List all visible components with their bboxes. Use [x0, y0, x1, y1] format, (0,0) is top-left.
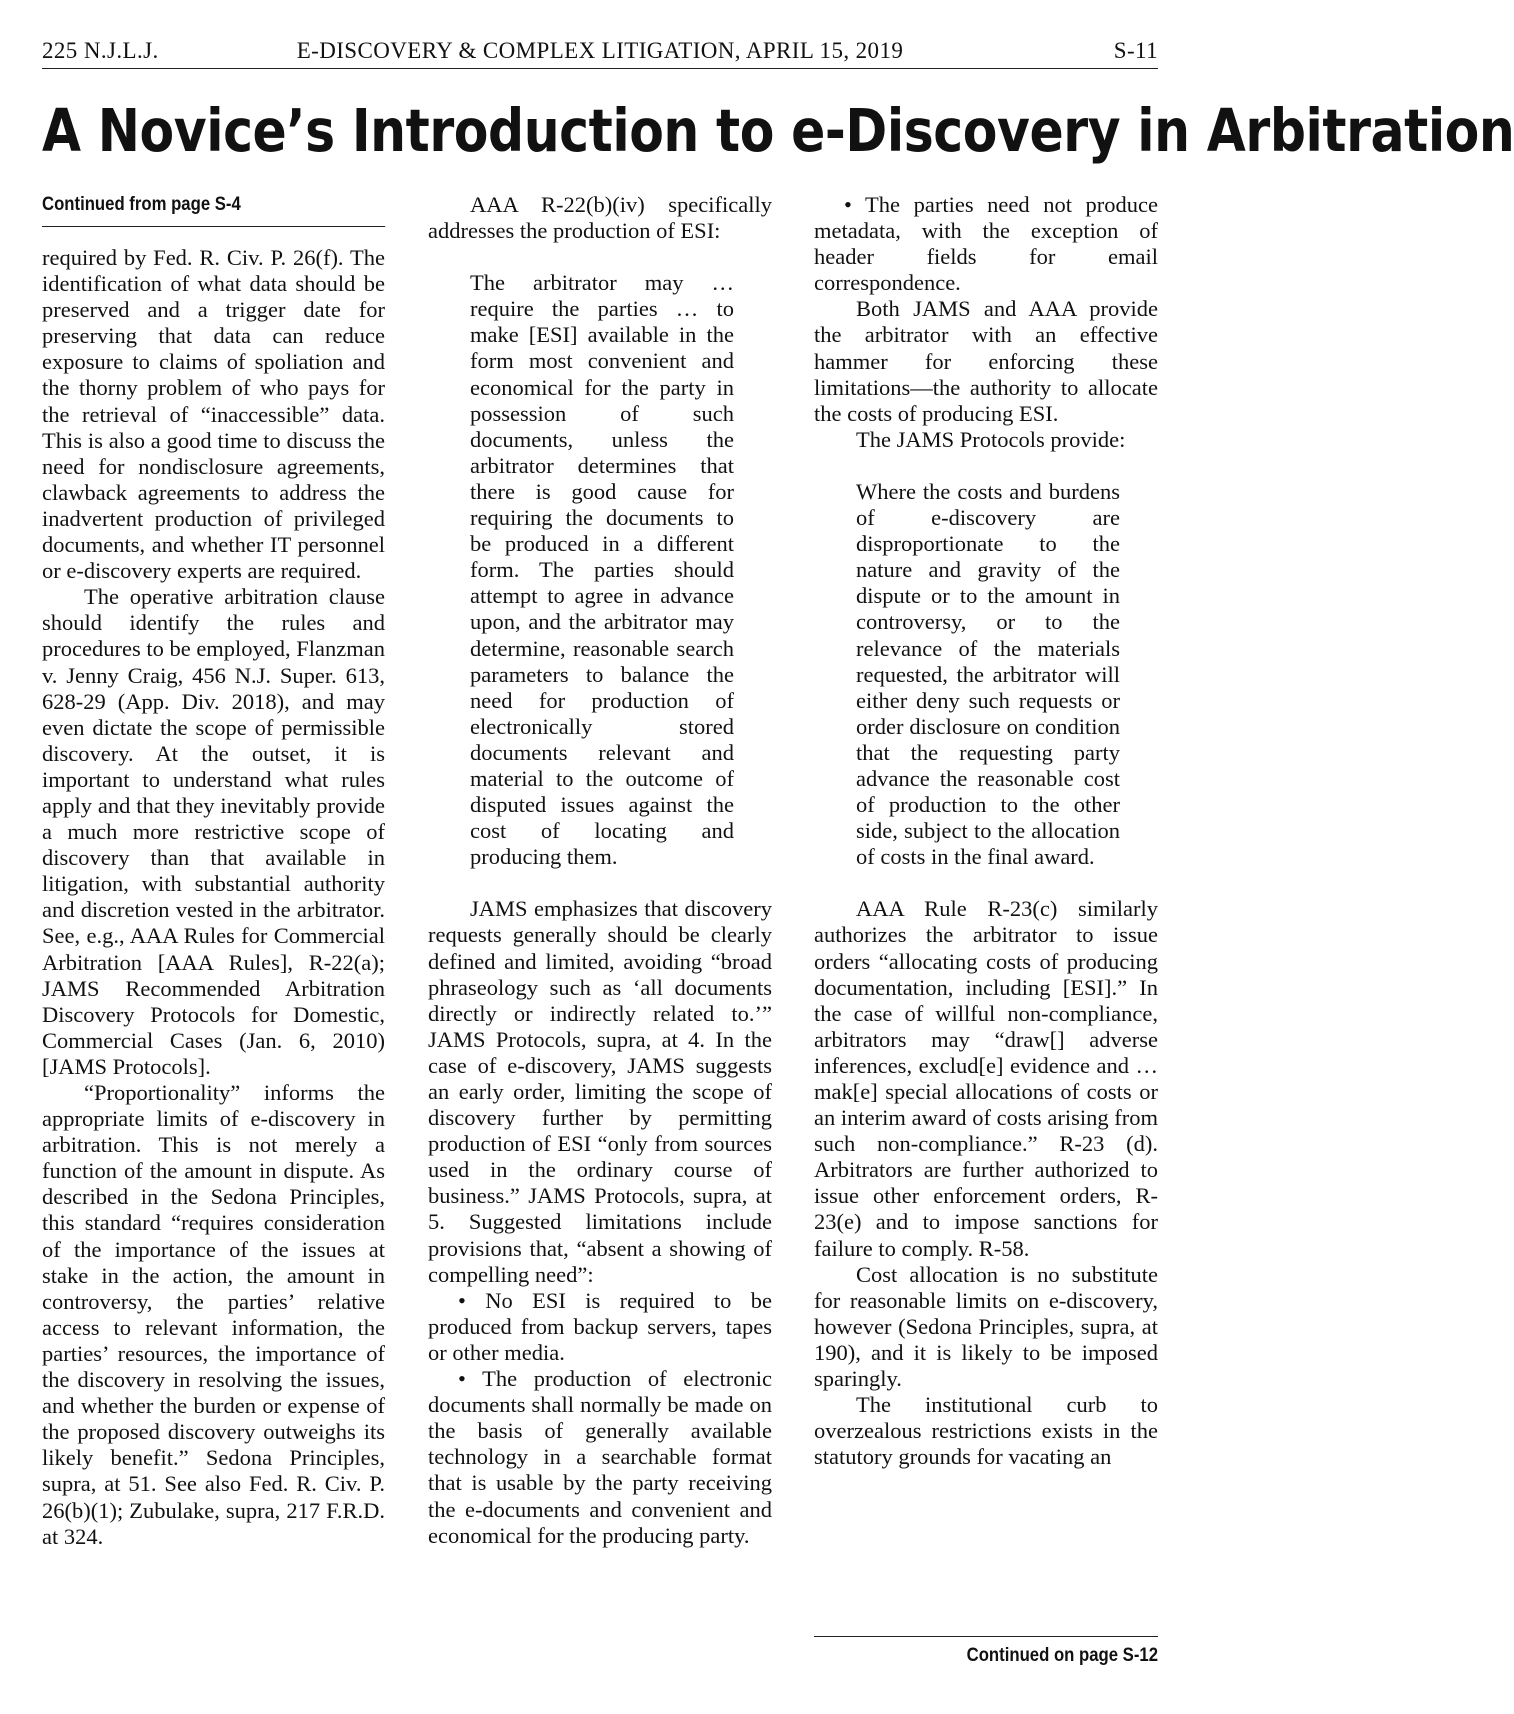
block-quote [856, 479, 1120, 870]
block-quote [470, 270, 734, 870]
section-date: E-DISCOVERY & COMPLEX LITIGATION, APRIL 15, 2019 [296, 38, 904, 63]
paragraph: The operative arbitration clause should identify the rules and procedures to be employed, Flanzman v. Jenny Craig, 456 N.J. Super. 613, 628-29 (App. Div. 2018), and may even dictate the scope of permissible discovery. At the outset, it is important to understand what rules apply and that they inevitably provide a much more restrictive scope of discovery than that available in litigation, with substantial authority and discretion vested in the arbitrator. See, e.g., AAA Rules for Commercial Arbitration [AAA Rules], R-22(a); JAMS Recommended Arbitration Discovery Protocols for Domestic, Commercial Cases (Jan. 6, 2010) [JAMS Protocols]. [42, 584, 386, 1079]
running-header [42, 38, 1158, 69]
paragraph: Cost allocation is no substitute for reasonable limits on e-discovery, however (Sedona Principles, supra, at 190), and it is likely to be imposed sparingly. [814, 1261, 1158, 1392]
paragraph: The institutional curb to overzealous restrictions exists in the statutory grounds for vacating an [814, 1392, 1158, 1470]
page-number: S-11 [1113, 38, 1158, 63]
bullet-item: • The parties need not produce metadata, with the exception of header fields for email correspondence. [814, 192, 1158, 296]
volume-citation: 225 N.J.L.J. [42, 38, 159, 63]
continued-from-label: Continued from page S-4 [42, 192, 385, 227]
bullet-item: • The production of electronic documents shall normally be made on the basis of generally available technology in a searchable format that is usable by the party receiving the e-documents and convenient and economical for the producing party. [428, 1366, 772, 1548]
continued-on-label: Continued on page S-12 [966, 1645, 1158, 1666]
paragraph: JAMS emphasizes that discovery requests generally should be clearly defined and limited, avoiding “broad phraseology such as ‘all documents directly or indirectly related to.’” JAMS Protocols, supra, at 4. In the case of e-discovery, JAMS suggests an early order, limiting the scope of discovery further by permitting production of ESI “only from sources used in the ordinary course of business.” JAMS Protocols, supra, at 5. Suggested limitations include provisions that, “absent a showing of compelling need”: [428, 896, 772, 1287]
quote-text: Where the costs and burdens of e-discovery are disproportionate to the nature and gravity of the dispute or to the amount in controversy, or to the relevance of the materials requested, the arbitrator will either deny such requests or order disclosure on condition that the requesting party advance the reasonable cost of production to the other side, subject to the allocation of costs in the final award. [856, 478, 1120, 870]
column-3 [814, 192, 1158, 1470]
quote-text: The arbitrator may … require the parties … to make [ESI] available in the form most convenient and economical for the party in possession of such documents, unless the arbitrator determines that there is good cause for requiring the documents to be produced in a different form. The parties should attempt to agree in advance upon, and the arbitrator may determine, reasonable search parameters to balance the need for production of electronically stored documents relevant and material to the outcome of disputed issues against the cost of locating and producing them. [470, 270, 734, 870]
paragraph: required by Fed. R. Civ. P. 26(f). The identification of what data should be preserved and a trigger date for preserving that data can reduce exposure to claims of spoliation and the thorny problem of who pays for the retrieval of “inaccessible” data. This is also a good time to discuss the need for nondisclosure agreements, clawback agreements to address the inadvertent production of privileged documents, and whether IT personnel or e-discovery experts are required. [42, 245, 385, 584]
paragraph: AAA Rule R-23(c) similarly authorizes the arbitrator to issue orders “allocating costs of producing documentation, including [ESI].” In the case of willful non-compliance, arbitrators may “draw[] adverse inferences, exclud[e] evidence and … mak[e] special allocations of costs or an interim award of costs arising from such non-compliance.” R-23 (d). Arbitrators are further authorized to issue other enforcement orders, R-23(e) and to impose sanctions for failure to comply. R-58. [814, 896, 1158, 1261]
paragraph: The JAMS Protocols provide: [856, 426, 1126, 452]
paragraph: Both JAMS and AAA provide the arbitrator with an effective hammer for enforcing these limitations—the authority to allocate the costs of producing ESI. [814, 296, 1158, 426]
article-title: A Novice’s Introduction to e-Discovery in Arbitration [42, 96, 1514, 165]
paragraph: AAA R-22(b)(iv) specifically addresses the production of ESI: [428, 192, 772, 244]
column-2 [428, 192, 772, 1549]
column-1 [42, 192, 385, 1550]
bullet-item: • No ESI is required to be produced from backup servers, tapes or other media. [428, 1287, 772, 1365]
paragraph: “Proportionality” informs the appropriate limits of e-discovery in arbitration. This is not merely a function of the amount in dispute. As described in the Sedona Principles, this standard “requires consideration of the importance of the issues at stake in the action, the amount in controversy, the parties’ relative access to relevant information, the parties’ resources, the importance of the discovery in resolving the issues, and whether the burden or expense of the proposed discovery outweighs its likely benefit.” Sedona Principles, supra, at 51. See also Fed. R. Civ. P. 26(b)(1); Zubulake, supra, 217 F.R.D. at 324. [42, 1080, 385, 1549]
continued-on-footer [814, 1636, 1158, 1667]
